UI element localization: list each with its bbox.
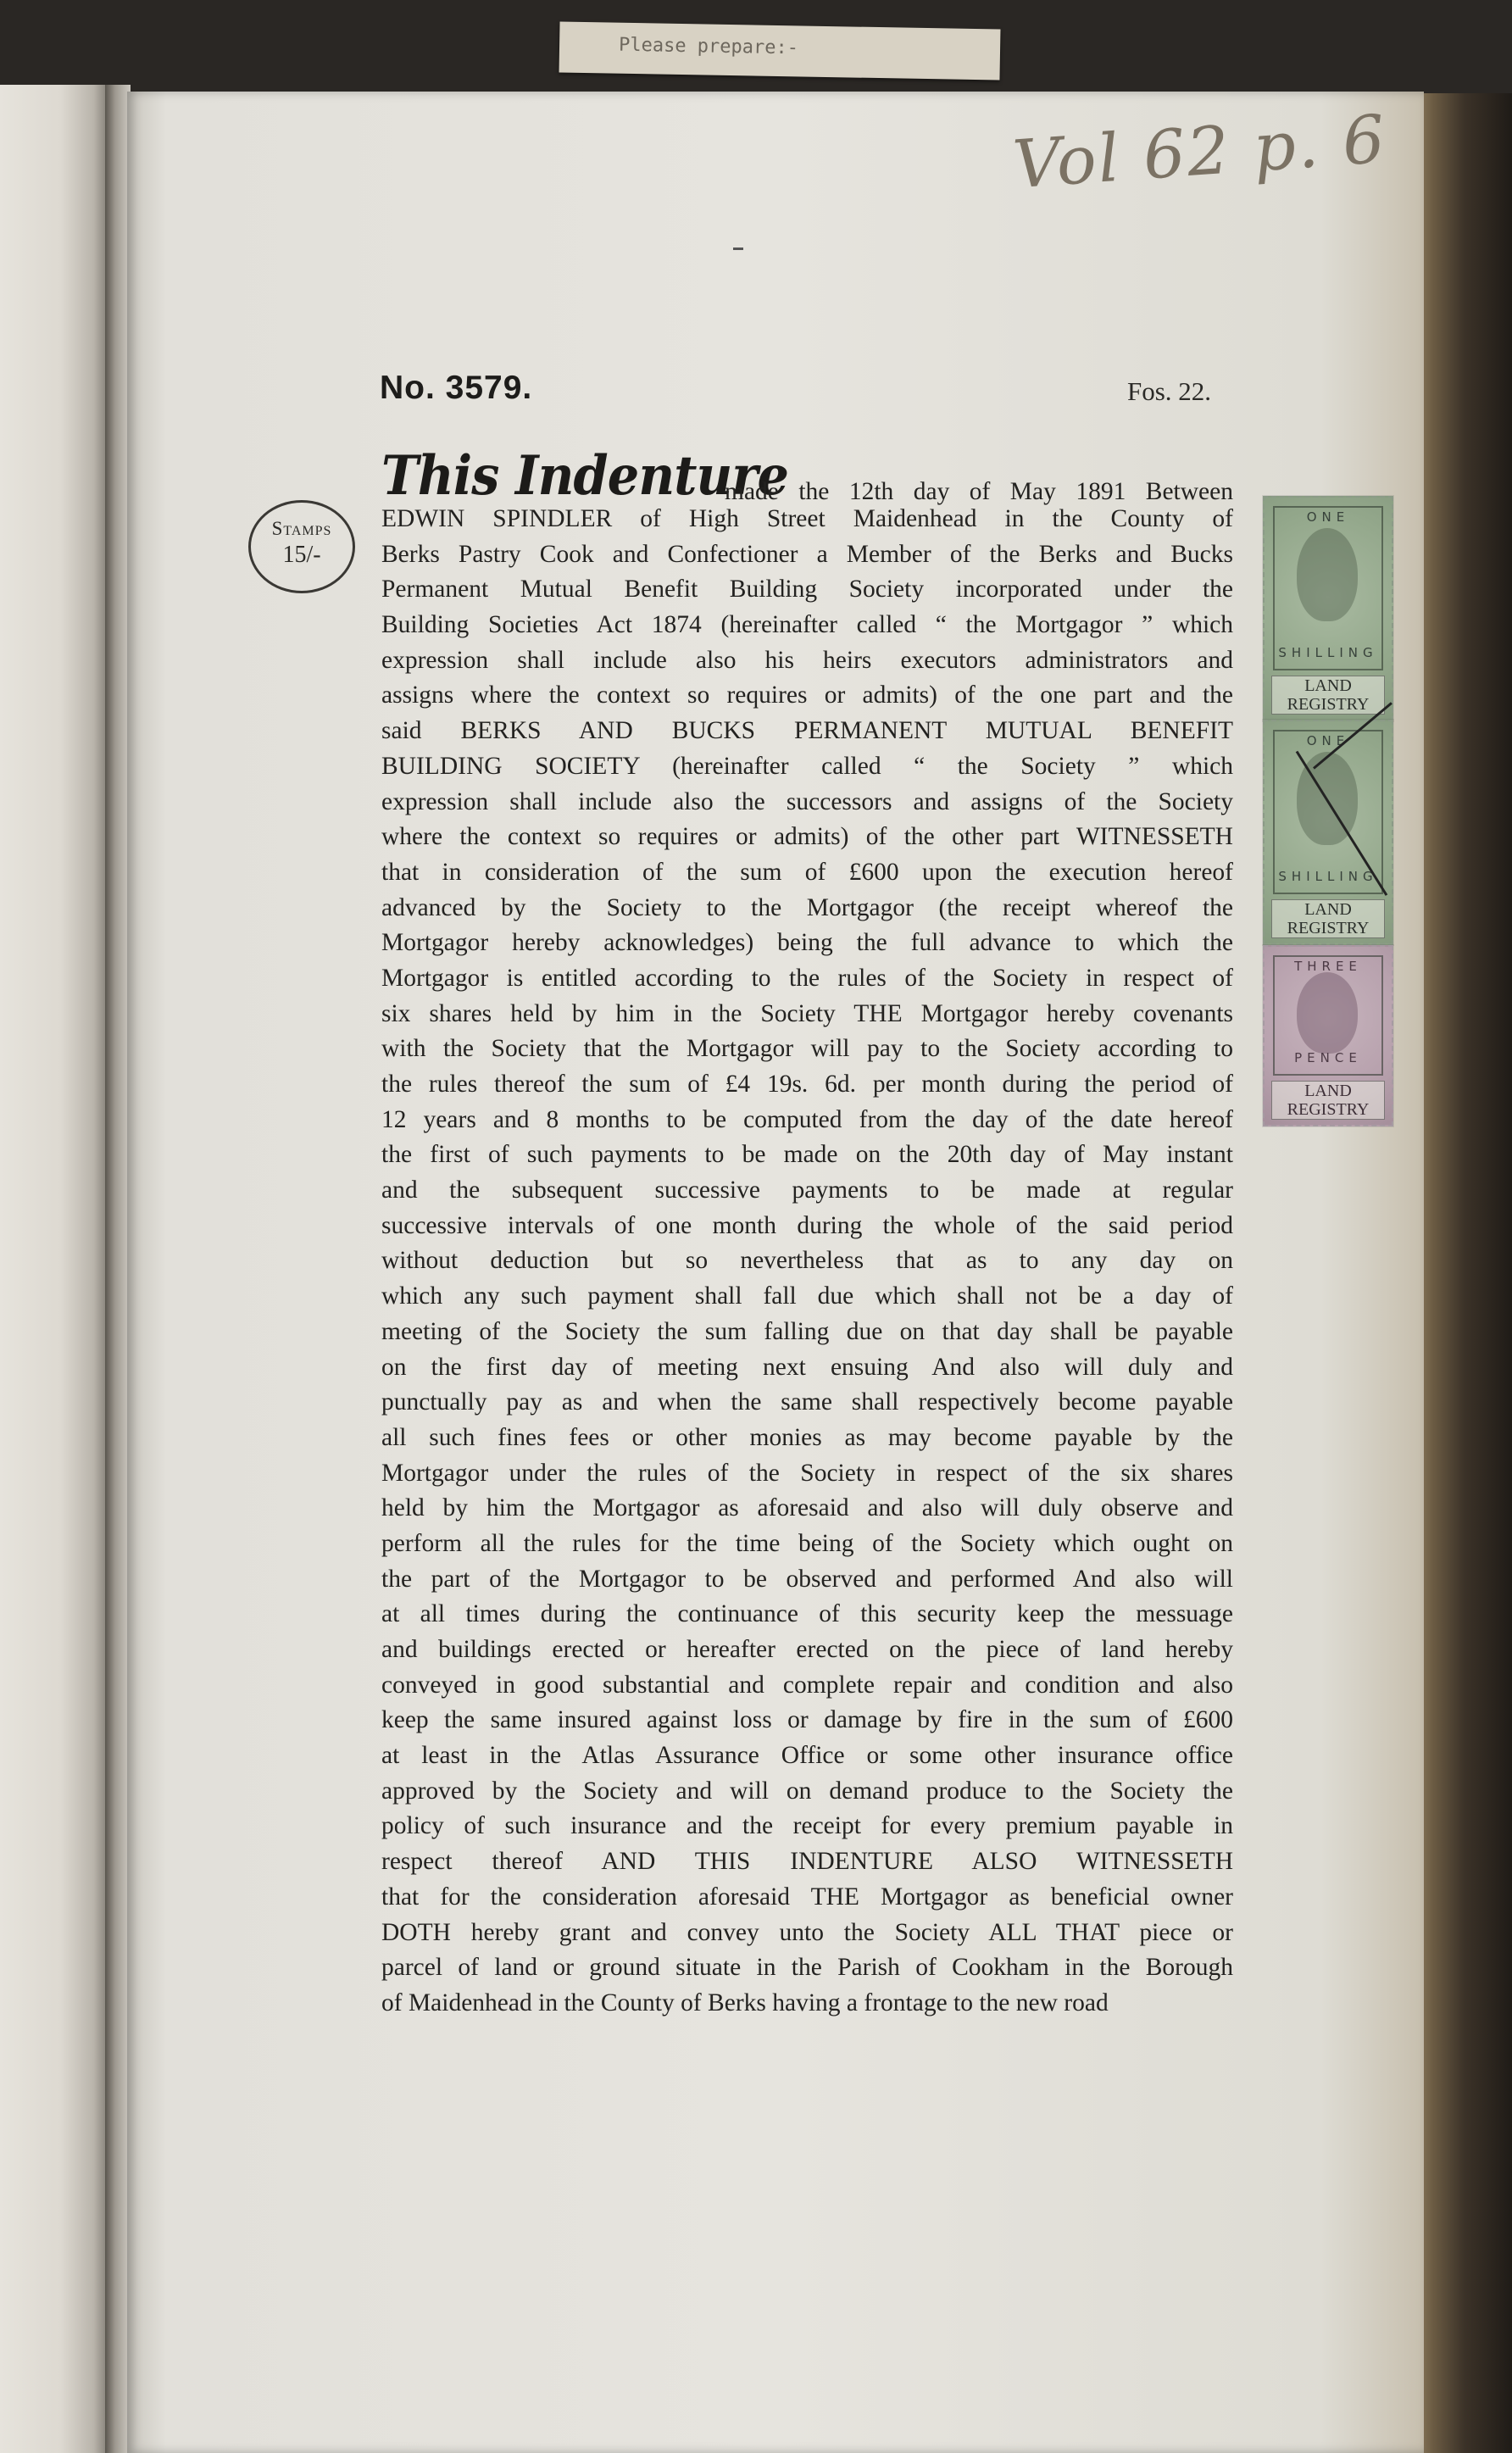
text-line: conveyed in good substantial and complete repair and condition and also xyxy=(381,1671,1233,1699)
text-line: meeting of the Society the sum falling due on that day shall be payable xyxy=(381,1317,1233,1345)
stamp-duty-amount: 15/- xyxy=(282,542,321,568)
text-line: Permanent Mutual Benefit Building Society incorporated under the xyxy=(381,576,1233,604)
text-line: expression shall include also the successors and assigns of the Society xyxy=(381,787,1233,815)
text-line: approved by the Society and will on demand produce to the Society the xyxy=(381,1777,1233,1805)
text-line: and the subsequent successive payments to be made at regular xyxy=(381,1176,1233,1204)
queen-portrait-icon xyxy=(1297,528,1358,621)
text-line: Mortgagor under the rules of the Society in respect of the six shares xyxy=(381,1459,1233,1487)
revenue-stamp-three-pence xyxy=(1263,945,1393,1126)
text-line: all such fines fees or other monies as may become payable by the xyxy=(381,1423,1233,1451)
opening-clause: made the 12th day of May 1891 Between xyxy=(725,478,1233,505)
slip-text: Please prepare:- xyxy=(618,34,799,59)
text-line: held by him the Mortgagor as aforesaid and also will duly observe and xyxy=(381,1494,1233,1522)
ink-dash xyxy=(733,248,743,250)
indenture-opening-line xyxy=(381,444,1233,508)
stamp-label-line2: REGISTRY xyxy=(1287,695,1370,714)
text-line: said BERKS AND BUCKS PERMANENT MUTUAL BENEFIT xyxy=(381,717,1233,745)
stamp-duty-label: Stamps xyxy=(271,518,332,539)
text-line: with the Society that the Mortgagor will pay to the Society according to xyxy=(381,1035,1233,1063)
text-line: 12 years and 8 months to be computed from the day of the date hereof xyxy=(381,1105,1233,1133)
text-line: which any such payment shall fall due which shall not be a day of xyxy=(381,1282,1233,1310)
text-line: punctually pay as and when the same shall respectively become payable xyxy=(381,1388,1233,1416)
stamp-duty-circle xyxy=(248,500,355,593)
stamp-value-word: THREE xyxy=(1294,959,1362,974)
text-line: respect thereof AND THIS INDENTURE ALSO WITNESSETH xyxy=(381,1848,1233,1876)
text-line: that for the consideration aforesaid THE Mortgagor as beneficial owner xyxy=(381,1883,1233,1911)
stamp-value-word-bottom: SHILLING xyxy=(1278,869,1378,884)
text-line: where the context so requires or admits) of the other part WITNESSETH xyxy=(381,823,1233,851)
stamp-label xyxy=(1271,676,1385,715)
document-number: No. 3579. xyxy=(380,370,533,406)
text-line: keep the same insured against loss or damage by fire in the sum of £600 xyxy=(381,1706,1233,1734)
stamp-label-line1: LAND xyxy=(1304,676,1352,695)
text-line: at least in the Atlas Assurance Office or some other insurance office xyxy=(381,1742,1233,1770)
text-line: and buildings erected or hereafter erected on the piece of land hereby xyxy=(381,1636,1233,1663)
indenture-text xyxy=(381,444,1233,2022)
left-page-edge xyxy=(0,85,110,2453)
folio-count: Fos. 22. xyxy=(1127,376,1212,406)
text-line: at all times during the continuance of this security keep the messuage xyxy=(381,1600,1233,1628)
text-line: successive intervals of one month during the whole of the said period xyxy=(381,1211,1233,1239)
stamp-label-line2: REGISTRY xyxy=(1287,919,1370,937)
text-line: policy of such insurance and the receipt for every premium payable in xyxy=(381,1812,1233,1840)
text-line: of Maidenhead in the County of Berks having a frontage to the new road xyxy=(381,1989,1109,2016)
text-line: DOTH hereby grant and convey unto the Society ALL THAT piece or xyxy=(381,1918,1233,1946)
text-line: that in consideration of the sum of £600 upon the execution hereof xyxy=(381,858,1233,886)
text-line: Mortgagor hereby acknowledges) being the full advance to which the xyxy=(381,929,1233,957)
stamp-value-word: ONE xyxy=(1306,509,1350,525)
text-line: parcel of land or ground situate in the Parish of Cookham in the Borough xyxy=(381,1954,1233,1982)
text-line: expression shall include also his heirs executors administrators and xyxy=(381,646,1233,674)
text-line: the rules thereof the sum of £4 19s. 6d. per month during the period of xyxy=(381,1071,1233,1098)
text-line: Berks Pastry Cook and Confectioner a Member of the Berks and Bucks xyxy=(381,540,1233,568)
handwritten-volume-note: Vol 62 p. 6 xyxy=(1010,101,1389,204)
revenue-stamp-one-shilling xyxy=(1263,496,1393,721)
stamp-label xyxy=(1271,1081,1385,1120)
text-line: the first of such payments to be made on the 20th day of May instant xyxy=(381,1141,1233,1169)
text-line: assigns where the context so requires or admits) of the one part and the xyxy=(381,681,1233,709)
queen-portrait-icon xyxy=(1297,972,1358,1054)
text-line: EDWIN SPINDLER of High Street Maidenhead in the County of xyxy=(381,505,1233,532)
stamp-label-line1: LAND xyxy=(1304,900,1352,919)
text-line: Mortgagor is entitled according to the rules of the Society in respect of xyxy=(381,964,1233,992)
text-line: the part of the Mortgagor to be observed and performed And also will xyxy=(381,1565,1233,1593)
indenture-heading: This Indenture xyxy=(381,444,789,508)
paper-slip xyxy=(559,21,1001,80)
text-line: on the first day of meeting next ensuing And also will duly and xyxy=(381,1353,1233,1381)
stamp-label-line1: LAND xyxy=(1304,1082,1352,1100)
text-line: without deduction but so nevertheless that as to any day on xyxy=(381,1247,1233,1275)
text-line: advanced by the Society to the Mortgagor (the receipt whereof the xyxy=(381,893,1233,921)
text-line: BUILDING SOCIETY (hereinafter called “ the Society ” which xyxy=(381,752,1233,780)
text-line: six shares held by him in the Society THE Mortgagor hereby covenants xyxy=(381,999,1233,1027)
stamp-value-word-bottom: PENCE xyxy=(1294,1050,1362,1065)
body-lines xyxy=(381,502,1233,2022)
stamp-value-word: ONE xyxy=(1306,733,1350,748)
text-line: perform all the rules for the time being of the Society which ought on xyxy=(381,1529,1233,1557)
stamp-label xyxy=(1271,899,1385,938)
stamp-value-word-bottom: SHILLING xyxy=(1278,645,1378,660)
text-line: Building Societies Act 1874 (hereinafter called “ the Mortgagor ” which xyxy=(381,611,1233,639)
stamp-label-line2: REGISTRY xyxy=(1287,1100,1370,1119)
